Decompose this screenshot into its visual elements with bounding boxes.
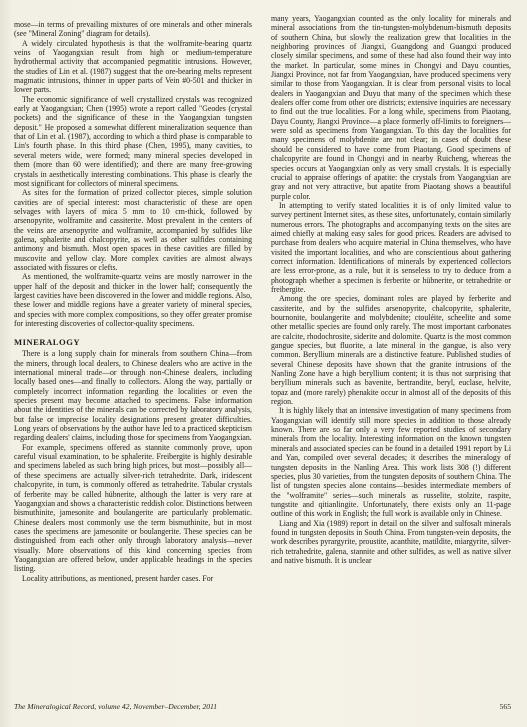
paragraph: Among the ore species, dominant roles are played by ferberite and cassiterite, and by the sulfides arsenopyrite, chalcopyrite, sphalerite, bournonite, boulangerite and molybdenite; ctouléite, scheelite and some other metallic species are found only rarely. The most important carbonates are calcite, rhodochrosite, siderite and dolomite. Quartz is the most common gangue species, but fluorite, a late mineral in the gangue, is also very common. Beryllium minerals are a distinctive feature. Published studies of several Chinese deposits have shown that the granite intrusions of the Nanling Zone have a high beryllium content; it is thus not surprising that beryllium minerals such as bavenite, bertrandite, beryl, euclase, helvite, topaz and (more rarely) phenakite occur in almost all of the deposits of this region. (271, 294, 511, 407)
page-number: 565 (499, 702, 511, 711)
paragraph: In attempting to verify stated localities it is of only limited value to survey pertinent Internet sites, as these sites, unfortunately, contain similarly numerous errors. The photographs and accompanying texts on the sites are aimed chiefly at making easy sales for good prices. Readers are advised to purchase from dealers who acquire material in China themselves, who have visited the important localities, and who are conscientious about gathering correct information. Identifications of minerals by experienced collectors are less error-prone, as a rule, but it is senseless to try to deduce from a photograph whether a specimen is ferberite or hübnerite, or tetrahedrite or freibergite. (271, 200, 511, 294)
paragraph: There is a long supply chain for minerals from southern China—from the miners, through local dealers, to Chinese dealers who are active in the international mineral trade—or through non-Chinese dealers, including locally based ones—and finally to collectors. Along the way, partially or completely incorrect information regarding the localities or even the species present may become attached to specimens. False information about the identities of the minerals can be corrected by laboratory analysis, but false or imprecise locality designations present greater difficulties. Long years of observations by the author have led to a practiced skepticism regarding dealers' claims, including those for specimens from Yaogangxian. (14, 349, 252, 443)
paragraph: many years, Yaogangxian counted as the only locality for minerals and mineral associations from the tin-tungsten-molybdenum-bismuth deposits of southern China, but slowly the realization grew that localities in the neighboring provinces of Jiangxi, Guangdong and Guangxi produced closely similar specimens, and some of these had also found their way into the market. In particular, some mines in Chongyi and Dayu counties, Jiangxi Province, not far from Yaogangxian, have produced specimens very similar to those from Yaogangxian. It is clear from personal visits to local dealers in Yaogangxian and Duyu that many of the specimen which these dealers offer come from other ore districts; extensive inquiries are necessary to find out the true localities. For a long while, specimens from Piaotang, Dayu County, Jiangxi Province—a place formerly off-limits to foreigners—were sold as specimens from Yaogangxian. To this day the localities for many specimens of molybdenite are not clear; in cases of doubt these should be considered to have come from Piaotang. Good specimens of chalcopyrite are found in Chongyi and in nearby Ruicheng, whereas the species occurs at Yaogangxian only as very small crystals. It is especially crucial to appraise offerings of apatite: the crystals from Yaogangxian are gray and not very attractive, but apatite from Piaotang shows a beautiful purple color. (271, 14, 511, 201)
right-column (271, 14, 511, 565)
paragraph: As mentioned, the wolframite-quartz veins are mostly narrower in the upper half of the deposit and thicker in the lower half; consequently the largest cavities have been discovered in the lower and middle regions. Also, these lower and middle regions have a greater variety of mineral species, and species with more complex compositions, so they offer greater promise for interesting discoveries of collector-quality specimens. (14, 272, 252, 328)
left-column (14, 20, 252, 583)
paragraph: The economic significance of well crystallized crystals was recognized early at Yaogangxian; Chen (1995) wrote a report called "Geodes (crystal pockets) and the significance of these in the Yaogangxian tungsten deposit." He proposed a somewhat different mineralization sequence than that of Lin et al. (1987), according to which a third phase is comparable to Lin's fourth phase. In this third phase (Chen, 1995), many cavities, to several meters wide, were formed; many mineral species developed in them (more than 60 were identified); and there are many free-growing crystals in aesthetically interesting combinations. This phase is clearly the most significant for collectors of mineral specimens. (14, 94, 252, 188)
page-footer (14, 702, 511, 711)
paragraph: It is highly likely that an intensive investigation of many specimens from Yaogangxian will identify still more species in addition to those already known. There are so far only a very few reported studies of secondary minerals from the locality. Interesting information on the known tungsten minerals and associated species can be found in a detailed 1991 report by Li and Yan, compiled over several decades; it describes the mineralogy of tungsten deposits in the Nanling Area. This work lists 308 (!) different species, plus 30 varieties, from the tungsten deposits of southern China. The list of tungsten species alone contains—besides intermediate members of the "wolframite" series—such minerals as russelite, stolzite, raspite, tungstite and qitianlingite. Unfortunately, there exists only an 11-page outline of this work in English; the full work is available only in Chinese. (271, 406, 511, 519)
section-heading: MINERALOGY (14, 337, 81, 348)
paragraph: As sites for the formation of prized collector pieces, simple solution cavities are of special interest: most characteristic of these are open selvages with layers of mica 5 mm to 10 cm-thick, followed by arsenopyrite, wolframite and cassiterite. Most prevalent in the centers of the veins are arsenopyrite and wolframite, accompanied by sulfides like galena, sphalerite and chalcopyrite, as well as other sulfides containing antimony and bismuth. Most open spaces in these cavities are filled by muscovite and yellow clay. More complex cavities are almost always associated with fissures or clefts. (14, 188, 252, 272)
paragraph: Locality attributions, as mentioned, present harder cases. For (22, 573, 214, 583)
paragraph: Liang and Xia (1989) report in detail on the silver and sulfosalt minerals found in tungsten deposits in South China. From tungsten-vein deposits, the work describes pyrargyrite, proustite, acanthite, matildite, miargyrite, silver-rich tetrahedrite, galena, stannite and other sulfides, as well as native silver and native bismuth. It is unclear (271, 518, 511, 565)
paragraph: mose—in terms of prevailing mixtures of ore minerals and other minerals (see "Mineral Zoning" diagram for details). (14, 20, 252, 39)
paragraph: For example, specimens offered as stannite commonly prove, upon careful visual examination, to be sphalerite. Freibergite is highly desirable and specimens labeled as such bring high prices, but most—possibly all—of these specimens are actually silver-rich tetrahedrite. Dark, iridescent chalcopyrite, in turn, is commonly offered as tetrahedrite. Tabular crystals of ferberite may be called hübnerite, although the latter is very rare at Yaogangxian and shows a characteristic reddish color. Distinctions between bismuthinite, jamesonite and boulangerite are particularly problematic. Chinese dealers most commonly use the term bismuthinite, but in most cases the specimens are jamesonite or boulangerite. These species can be distinguished from each other only through laboratory analysis—never visually. More observations of this kind concerning species from Yaogangxian are offered below, under applicable headings in the species listing. (14, 442, 252, 574)
paragraph: A widely circulated hypothesis is that the wolframite-bearing quartz veins of Yaogangxian result from high or medium-temperature hydrothermal activity that accompanied pegmatitic intrusions. However, the studies of Lin et al. (1987) suggest that the ore-bearing melts represent magmatic intrusions, thinner in upper parts of Vein #0-501 and thicker in lower parts. (14, 38, 252, 95)
journal-citation: The Mineralogical Record, volume 42, November–December, 2011 (14, 702, 218, 711)
